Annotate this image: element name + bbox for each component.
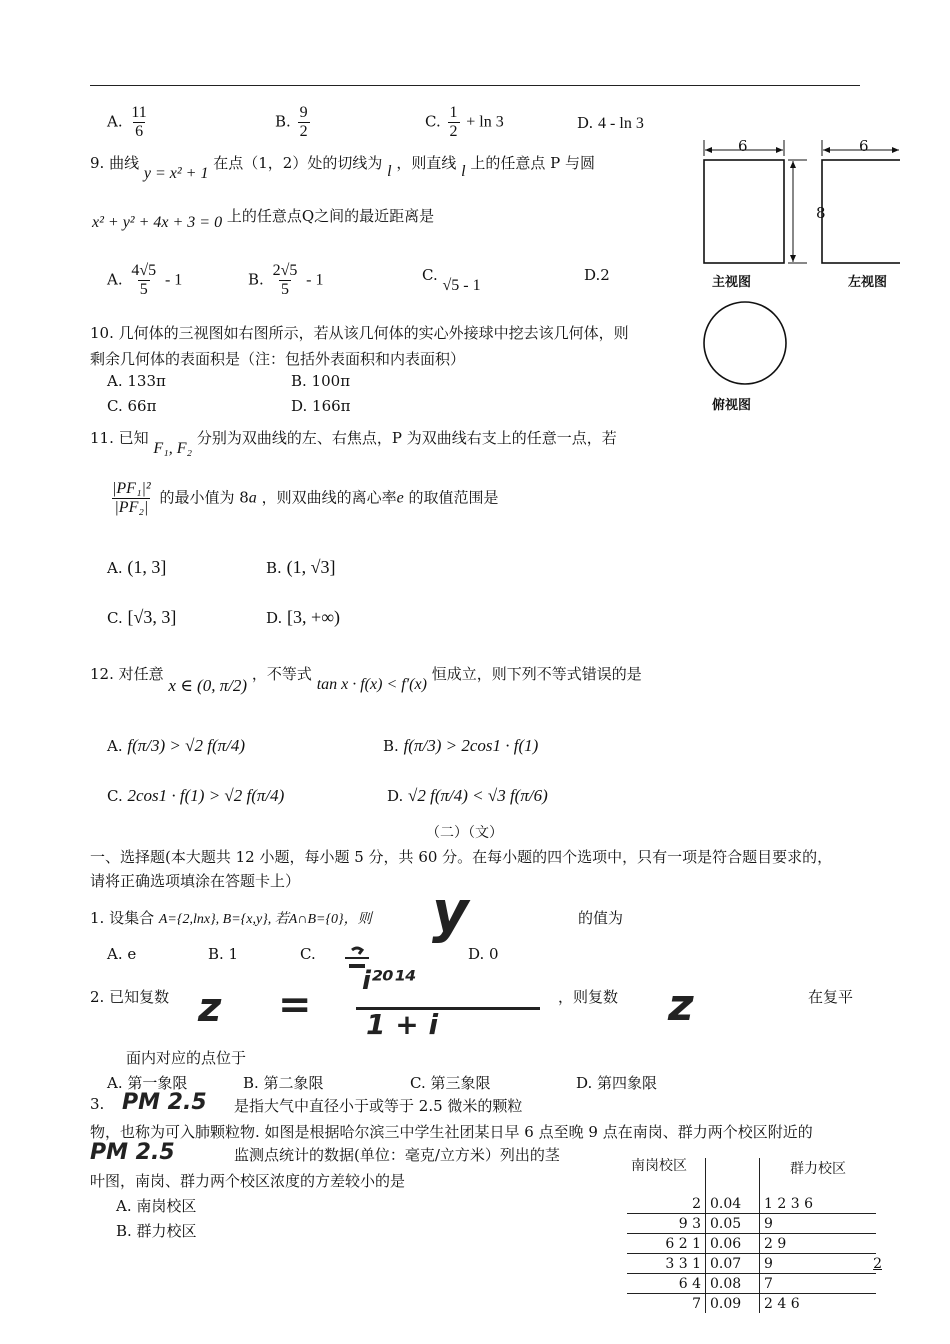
q10-stem-line2: 剩余几何体的表面积是（注：包括外表面积和内表面积） xyxy=(90,350,466,368)
top-view-circle xyxy=(704,302,786,384)
p3-stem-text: 监测点统计的数据(单位：毫克/立方米）列出的茎 xyxy=(234,1146,560,1164)
q11-option-a xyxy=(107,557,166,578)
front-width-label: 6 xyxy=(738,137,748,155)
denominator: 5 xyxy=(139,281,148,298)
option-expr: + ln 3 xyxy=(466,113,504,131)
option-expr: √5 - 1 xyxy=(442,277,481,294)
stem: 0.06 xyxy=(706,1234,760,1254)
p1-stem-tail: 的值为 xyxy=(578,909,624,927)
side-view xyxy=(822,140,900,263)
option-label: D. xyxy=(266,609,283,627)
denominator: |PF₂| xyxy=(114,499,149,516)
option-label: C. xyxy=(107,609,123,627)
numerator: 2√5 xyxy=(272,262,298,279)
option-label: D. xyxy=(577,114,594,132)
option-label: A. xyxy=(107,737,123,755)
front-view-rect xyxy=(704,160,784,263)
option-expr: (1, 3] xyxy=(127,557,167,577)
text: 11. 已知 xyxy=(90,429,149,447)
text: 上的任意点Q之间的最近距离是 xyxy=(226,207,435,225)
text: ，不等式 xyxy=(251,665,312,683)
numerator: 11 xyxy=(131,104,147,121)
formula: l xyxy=(387,163,392,180)
option-expr: 4 - ln 3 xyxy=(598,115,644,132)
right-leaves-text: 9 xyxy=(764,1255,773,1272)
option-label: D. xyxy=(387,787,404,805)
q9-stem-line1 xyxy=(90,152,596,182)
right-leaves: 7 xyxy=(760,1274,877,1294)
q9-option-b xyxy=(248,262,323,299)
p3-option-b: B. 群力校区 xyxy=(116,1222,197,1240)
formula: x ∈ (0, π/2) xyxy=(168,676,248,695)
y-variable-image: y xyxy=(432,880,467,945)
stem: 0.05 xyxy=(706,1214,760,1234)
option-expr: f(π/3) > √2 f(π/4) xyxy=(127,736,246,755)
fraction xyxy=(129,262,158,299)
p2-stem-text: 在复平 xyxy=(808,988,854,1006)
top-view-label: 俯视图 xyxy=(712,398,752,413)
equals-image: = xyxy=(278,982,312,1028)
arrow-down-icon xyxy=(790,255,796,262)
option-label: B. xyxy=(275,112,291,131)
q10-option-a: A. 133π xyxy=(107,372,166,390)
formula: a xyxy=(248,489,257,507)
p2-stem-text: ，则复数 xyxy=(558,988,619,1006)
stem: 0.08 xyxy=(706,1274,760,1294)
fraction-numerator-image: i²⁰¹⁴ xyxy=(362,966,417,996)
left-leaves: 6 4 xyxy=(627,1274,706,1294)
q11-option-d xyxy=(266,607,340,628)
option-label: A. xyxy=(107,559,123,577)
text: ，则直线 xyxy=(396,154,457,172)
numerator-glyph xyxy=(352,948,362,954)
p1-option-b: B. 1 xyxy=(208,945,239,963)
option-label: A. xyxy=(107,112,123,131)
stem-leaf-table xyxy=(627,1158,882,1313)
front-height-label: 8 xyxy=(816,204,826,222)
table-row xyxy=(627,1274,876,1294)
q12-option-b xyxy=(383,736,538,756)
stem: 0.07 xyxy=(706,1254,760,1274)
option-expr: √2 f(π/4) < √3 f(π/6) xyxy=(408,786,548,805)
z-variable-image: z xyxy=(668,980,694,1031)
p1-option-a: A. e xyxy=(107,945,137,963)
side-width-label: 6 xyxy=(859,137,869,155)
section-intro-line2: 请将正确选项填涂在答题卡上） xyxy=(90,872,301,890)
q9-stem-line2 xyxy=(92,205,435,231)
text: 9. 曲线 xyxy=(90,154,140,172)
q12-option-d xyxy=(387,786,548,806)
numerator: 9 xyxy=(299,104,308,121)
option-label: C. xyxy=(425,112,441,131)
option-label: B. xyxy=(266,559,282,577)
left-leaves: 7 xyxy=(627,1294,706,1314)
numerator: |PF₁|² xyxy=(112,480,151,497)
p2-option-a: A. 第一象限 xyxy=(107,1074,188,1092)
q8-option-a xyxy=(107,104,151,141)
option-expr: 2cos1 · f(1) > √2 f(π/4) xyxy=(127,786,285,805)
section-heading: （二）（文） xyxy=(426,825,503,841)
stem-header xyxy=(706,1158,760,1194)
formula: y = x² + 1 xyxy=(143,165,209,182)
p2-option-d: D. 第四象限 xyxy=(576,1074,658,1092)
right-leaves xyxy=(760,1254,882,1274)
side-view-rect xyxy=(822,160,900,263)
right-leaves: 1 2 3 6 xyxy=(760,1194,877,1214)
right-leaves: 2 4 6 xyxy=(764,1295,800,1312)
option-expr: - 1 xyxy=(164,271,183,289)
option-label: B. xyxy=(383,737,399,755)
q10-option-d: D. 166π xyxy=(291,397,351,415)
denominator: 5 xyxy=(280,281,289,298)
option-expr: (1, √3] xyxy=(286,557,336,577)
fraction xyxy=(298,104,310,141)
option-label: D. xyxy=(584,266,601,284)
option-label: C. xyxy=(422,266,438,284)
numerator: 1 xyxy=(449,104,458,121)
text: 的最小值为 8 xyxy=(159,488,249,507)
arrow-right-icon xyxy=(776,147,783,153)
table-header-row xyxy=(627,1158,876,1194)
arrow-left-icon xyxy=(705,147,712,153)
q9-option-c xyxy=(422,266,481,294)
table-row xyxy=(627,1194,876,1214)
stray-leaf: 2 xyxy=(873,1256,882,1272)
front-view xyxy=(704,140,807,263)
table-row xyxy=(627,1254,876,1274)
stem: 0.09 xyxy=(706,1294,760,1314)
p1-option-c: C. xyxy=(300,945,316,963)
formula: x² + y² + 4x + 3 = 0 xyxy=(92,214,223,231)
q11-stem-line2 xyxy=(108,480,499,517)
option-expr: [√3, 3] xyxy=(127,607,177,627)
arrow-right-icon xyxy=(892,147,899,153)
p2-option-c: C. 第三象限 xyxy=(410,1074,491,1092)
fraction xyxy=(271,262,300,299)
q11-option-b xyxy=(266,557,335,578)
q12-option-a xyxy=(107,736,245,756)
left-leaves: 3 3 1 xyxy=(627,1254,706,1274)
right-leaves: 9 xyxy=(760,1214,877,1234)
denominator: 2 xyxy=(299,123,308,140)
text: 12. 对任意 xyxy=(90,665,164,683)
pm25-image: PM 2.5 xyxy=(122,1090,207,1115)
q11-option-c xyxy=(107,607,176,628)
side-view-label: 左视图 xyxy=(848,275,888,290)
q8-option-b xyxy=(275,104,312,141)
p3-stem-line3: 叶图，南岗、群力两个校区浓度的方差较小的是 xyxy=(90,1172,406,1190)
p3-number: 3. xyxy=(90,1095,105,1113)
text: 恒成立，则下列不等式错误的是 xyxy=(431,665,642,683)
p1-stem xyxy=(90,907,372,928)
option-expr: - 1 xyxy=(306,271,324,289)
left-header: 南岗校区 xyxy=(627,1158,706,1194)
option-expr: [3, +∞) xyxy=(287,607,341,627)
arrow-up-icon xyxy=(790,161,796,168)
option-label: B. xyxy=(248,270,264,289)
pm25-image: PM 2.5 xyxy=(90,1140,175,1165)
q8-option-d xyxy=(577,114,644,133)
fraction xyxy=(129,104,148,141)
text: 1. 设集合 xyxy=(90,909,155,927)
front-view-label: 主视图 xyxy=(712,275,752,290)
table-row xyxy=(627,1234,876,1254)
table-row xyxy=(627,1214,876,1234)
option-expr: 2 xyxy=(600,266,610,284)
text: 分别为双曲线的左、右焦点，P 为双曲线右支上的任意一点，若 xyxy=(196,429,617,447)
section-intro-line1: 一、选择题(本大题共 12 小题，每小题 5 分，共 60 分。在每小题的四个选项中，只有一项是符合题目要求的， xyxy=(90,848,833,866)
formula: l xyxy=(461,163,466,180)
p3-option-a: A. 南岗校区 xyxy=(116,1197,197,1215)
formula: F₁, F₂ xyxy=(153,440,193,457)
table-row xyxy=(627,1294,876,1314)
numerator: 4√5 xyxy=(131,262,157,279)
p3-stem-text: 是指大气中直径小于或等于 2.5 微米的颗粒 xyxy=(234,1097,523,1115)
left-leaves: 6 2 1 xyxy=(627,1234,706,1254)
q12-option-c xyxy=(107,786,284,806)
fraction xyxy=(110,480,153,517)
q9-option-a xyxy=(107,262,182,299)
fraction xyxy=(448,104,460,141)
formula: A={2,lnx}, B={x,y}, 若A∩B={0}，则 xyxy=(158,912,372,927)
p2-stem-text: 2. 已知复数 xyxy=(90,988,170,1006)
stem: 0.04 xyxy=(706,1194,760,1214)
text: 在点（1，2）处的切线为 xyxy=(213,154,383,172)
option-label: C. xyxy=(107,787,123,805)
fraction-denominator-image: 1 + i xyxy=(366,1008,439,1041)
left-leaves: 9 3 xyxy=(627,1214,706,1234)
option-label: A. xyxy=(107,270,123,289)
right-header: 群力校区 xyxy=(790,1161,846,1177)
option-expr: f(π/3) > 2cos1 · f(1) xyxy=(403,736,539,755)
left-leaves: 2 xyxy=(627,1194,706,1214)
q12-stem xyxy=(90,663,642,695)
p3-stem-line2: 物，也称为可入肺颗粒物. 如图是根据哈尔滨三中学生社团某日早 6 点至晚 9 点在南岗、群力两个校区附近的 xyxy=(90,1123,813,1141)
p1-option-d: D. 0 xyxy=(468,945,499,963)
formula: e xyxy=(396,489,404,507)
q11-stem-line1 xyxy=(90,427,617,457)
formula: tan x · f(x) < f′(x) xyxy=(316,676,427,693)
q10-stem-line1: 10. 几何体的三视图如右图所示，若从该几何体的实心外接球中挖去该几何体，则 xyxy=(90,324,629,342)
p2-option-b: B. 第二象限 xyxy=(243,1074,324,1092)
z-variable-image: z xyxy=(198,985,222,1031)
q10-option-b: B. 100π xyxy=(291,372,351,390)
text: 上的任意点 P 与圆 xyxy=(470,154,596,172)
q10-option-c: C. 66π xyxy=(107,397,157,415)
q8-option-c xyxy=(425,104,504,141)
text: ，则双曲线的离心率 xyxy=(261,488,397,507)
q9-option-d xyxy=(584,266,610,284)
p2-stem-line2: 面内对应的点位于 xyxy=(126,1049,247,1067)
right-leaves: 2 9 xyxy=(760,1234,877,1254)
denominator: 6 xyxy=(135,123,144,140)
arrow-left-icon xyxy=(823,147,830,153)
text: 的取值范围是 xyxy=(408,488,499,507)
denominator: 2 xyxy=(449,123,458,140)
header-rule xyxy=(90,85,860,86)
